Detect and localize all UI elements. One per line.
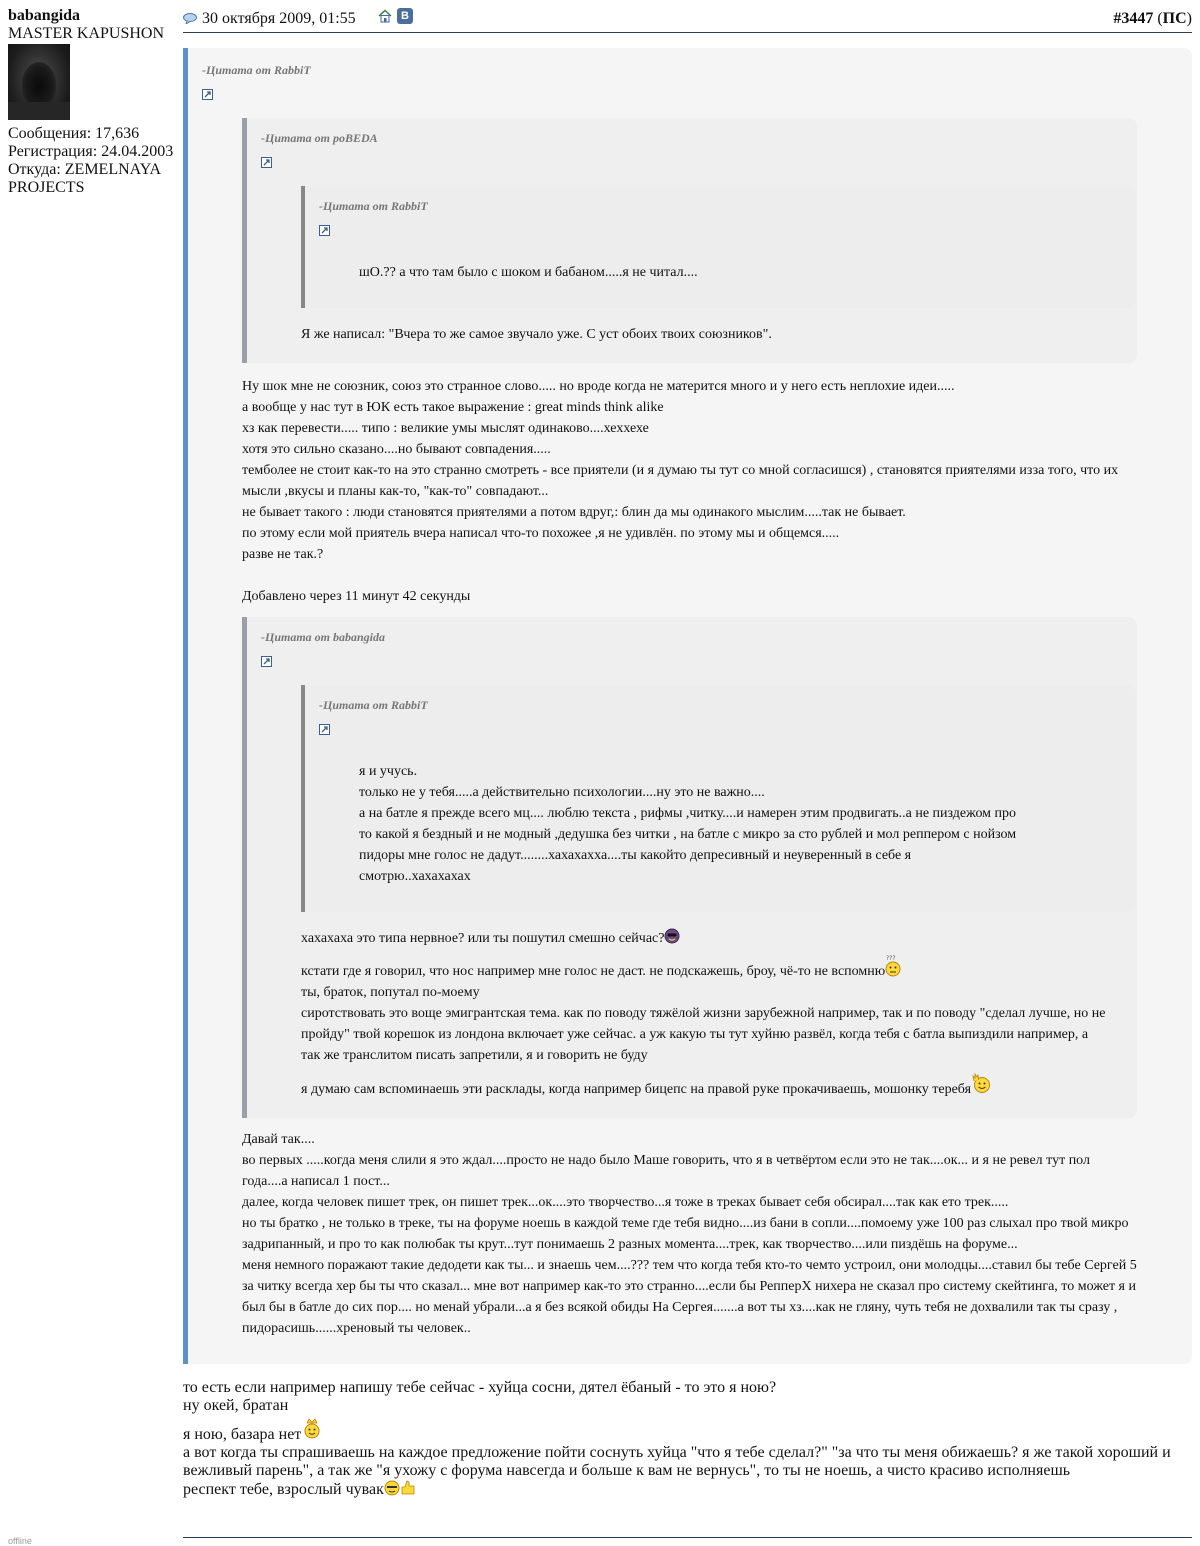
forum-post xyxy=(183,0,1192,1499)
text-line: разве не так.? xyxy=(242,547,324,562)
text-line: а на батле я прежде всего мц.... люблю текста , рифмы ,читку....и намерен этим продвигать..а не пиздежом про то какой я бездный и не модный ,дедушка без читки , на батле с микро за сто рублей и мол реппером с нойзом пидоры мне голос не дадут........хахахахха....ты какойто депресивный и неуверенный в себе я смотрю..хахахахах xyxy=(359,806,1017,884)
quote-link-arrow-icon[interactable] xyxy=(202,87,213,98)
text-line: хз как перевести..... типо : великие умы мыслят одинаково....хеххехе xyxy=(242,421,649,436)
text-line: Ну шок мне не союзник, союз это странное слово..... но вроде когда не матерится много и у него есть неплохие идеи..... xyxy=(242,379,955,394)
quote-header: -Цитата от babangida xyxy=(261,630,386,644)
user-info-panel xyxy=(8,7,178,197)
text-line: ну окей, братан xyxy=(183,1397,289,1414)
text-line: то есть если например напишу тебе сейчас - хуйца сосни, дятел ёбаный - то это я ною? xyxy=(183,1379,777,1396)
private-message-link[interactable]: ПС xyxy=(1162,10,1187,27)
text-line: не бывает такого : люди становятся приятелями а потом вдруг,: блин да мы одинакого мыслим.....так не бывает. xyxy=(242,505,906,520)
quote-header: -Цитата от poBEDA xyxy=(261,131,378,145)
avatar[interactable] xyxy=(8,44,70,120)
text-line: респект тебе, взрослый чувак xyxy=(183,1481,384,1498)
speech-bubble-icon xyxy=(183,11,197,21)
post-date: 30 октября 2009, 01:55 xyxy=(202,10,356,27)
username-link[interactable]: babangida xyxy=(8,7,81,24)
text-line: сиротствовать это воще эмигрантская тема. как по поводу тяжёлой жизни зарубежной например, так и по поводу "сделал лучше, но не пройду" твой корешок из лондона включает уже сейчас. а уж какую ты тут хуйню развёл, когда тебя с батла выпиздили например, а так же транслитом писать запретили, я и говорить не буду xyxy=(301,1006,1106,1063)
text-line: хахахаха это типа нервное? или ты пошутил смешно сейчас? xyxy=(301,931,665,946)
user-location: Откуда: ZEMELNAYA PROJECTS xyxy=(8,161,161,196)
text-line: хотя это сильно сказано....но бывают совпадения..... xyxy=(242,442,551,457)
quote-link-arrow-icon[interactable] xyxy=(261,654,272,665)
text-line: я ною, базара нет xyxy=(183,1426,302,1443)
user-post-count: Сообщения: 17,636 xyxy=(8,125,140,142)
quote-link-arrow-icon[interactable] xyxy=(261,155,272,166)
user-registration-date: Регистрация: 24.04.2003 xyxy=(8,143,174,160)
text-line: темболее не стоит как-то на это странно смотреть - все приятели (и я думаю ты тут со мной согласишся) , становятся приятелями изза того, что их мысли ,вкусы и планы как-то, "как-то" совпадают... xyxy=(242,463,1119,499)
post-divider xyxy=(183,1537,1192,1538)
confused-smiley-icon xyxy=(885,955,901,977)
vk-share-icon[interactable]: В xyxy=(397,8,413,24)
quote-block-rabbit-1 xyxy=(301,186,1136,308)
post-number: #3447 (ПС) xyxy=(1113,10,1192,27)
quote-header: -Цитата от RabbiT xyxy=(202,63,311,77)
svg-text:???: ??? xyxy=(886,955,896,962)
quote-header: -Цитата от RabbiT xyxy=(319,199,428,213)
text-line: ты, браток, попутал по-моему xyxy=(301,985,480,1000)
quote-link-arrow-icon[interactable] xyxy=(319,722,330,733)
text-line: а вообще у нас тут в ЮК есть такое выражение : great minds think alike xyxy=(242,400,664,415)
text-line: я и учусь. xyxy=(359,764,418,779)
quote-header: -Цитата от RabbiT xyxy=(319,698,428,712)
user-rank-title: MASTER KAPUSHON xyxy=(8,25,165,42)
quote-text: шО.?? а что там было с шоком и бабаном.....я не читал.... xyxy=(359,265,698,280)
quote-link-arrow-icon[interactable] xyxy=(319,223,330,234)
text-line: по этому если мой приятель вчера написал что-то похожее ,я не удивлён. по этому мы и общемся..... xyxy=(242,526,840,541)
post-number-link[interactable]: #3447 xyxy=(1113,10,1154,27)
quote-reply-text xyxy=(301,928,1107,1100)
quote-block-pobeda xyxy=(242,118,1137,363)
thumbs-up-smiley-icon xyxy=(384,1480,416,1496)
online-status-label: offline xyxy=(8,1536,32,1546)
added-later-note: Добавлено через 11 минут 42 секунды xyxy=(242,589,471,604)
cool-smiley-icon xyxy=(664,928,680,944)
text-line: кстати где я говорил, что нос например мне голос не даст. не подскажешь, броу, чё-то не вспомню xyxy=(301,964,886,979)
post-body-part-1 xyxy=(242,376,1137,607)
text-line: а вот когда ты спрашиваешь на каждое предложение пойти соснуть хуйца "что я тебе сделал?" "за что ты меня обижаешь? я же такой хороший и вежливый парень", а так же "я ухожу с форума навсегда и больше к вам не вернусь", то ты не ноешь, а чисто красиво исполняешь xyxy=(183,1444,1171,1479)
text-line: далее, когда человек пишет трек, он пишет трек...ок....это творчество...я тоже в треках бывает себя обсирал....так как ето трек..... xyxy=(242,1195,1009,1210)
quote-text xyxy=(359,761,1019,887)
quote-block-rabbit-2 xyxy=(301,685,1136,912)
text-line: только не у тебя.....а действительно психологии....ну это не важно.... xyxy=(359,785,765,800)
post-message xyxy=(183,1379,1192,1499)
post-body-part-2 xyxy=(242,1129,1137,1339)
text-line: я думаю сам вспоминаешь эти расклады, когда например бицепс на правой руке прокачиваешь, мошонку теребя xyxy=(301,1082,972,1097)
home-icon[interactable] xyxy=(378,9,392,23)
crowned-smiley-icon xyxy=(301,1417,323,1439)
text-line: Давай так.... xyxy=(242,1132,315,1147)
waving-smiley-icon xyxy=(971,1072,993,1094)
text-line: но ты братко , не только в треке, ты на форуме ноешь в каждой теме где тебя видно....из бани в сопли....помоему уже 100 раз слыхал про твой микро задрипанный, и про то как полюбак ты крут...тут понимаешь 2 разных момента....трек, как творчество....или пиздёшь на форуме... xyxy=(242,1216,1129,1252)
text-line: меня немного поражают такие дедодети как ты... и знаешь чем....??? тем что когда тебя кто-то чемто устроил, они молодцы....ставил бы тебе Сергей 5 за читку всегда хер бы ты что сказал... мне вот например как-то это странно....если бы РепперХ нихера не сказал про систему скейтинга, то может я и был бы в батле до сих пор.... но менай убрали...а я без всякой обиды На Сергея.......а вот ты хз....как не гляну, чуть тебя не дохвалили так ты сразу , пидорасишь......хреновый ты человек.. xyxy=(242,1258,1137,1336)
post-header xyxy=(183,0,1192,33)
quote-text: Я же написал: "Вчера то же самое звучало уже. С уст обоих твоих союзников". xyxy=(301,327,772,342)
text-line: во первых .....когда меня слили я это ждал....просто не надо было Маше говорить, что я в четвёртом если это не так....ок... и я не ревел тут пол года....а написал 1 пост... xyxy=(242,1153,1090,1189)
quote-block-babangida xyxy=(242,617,1137,1118)
quote-block-outer xyxy=(183,48,1192,1364)
